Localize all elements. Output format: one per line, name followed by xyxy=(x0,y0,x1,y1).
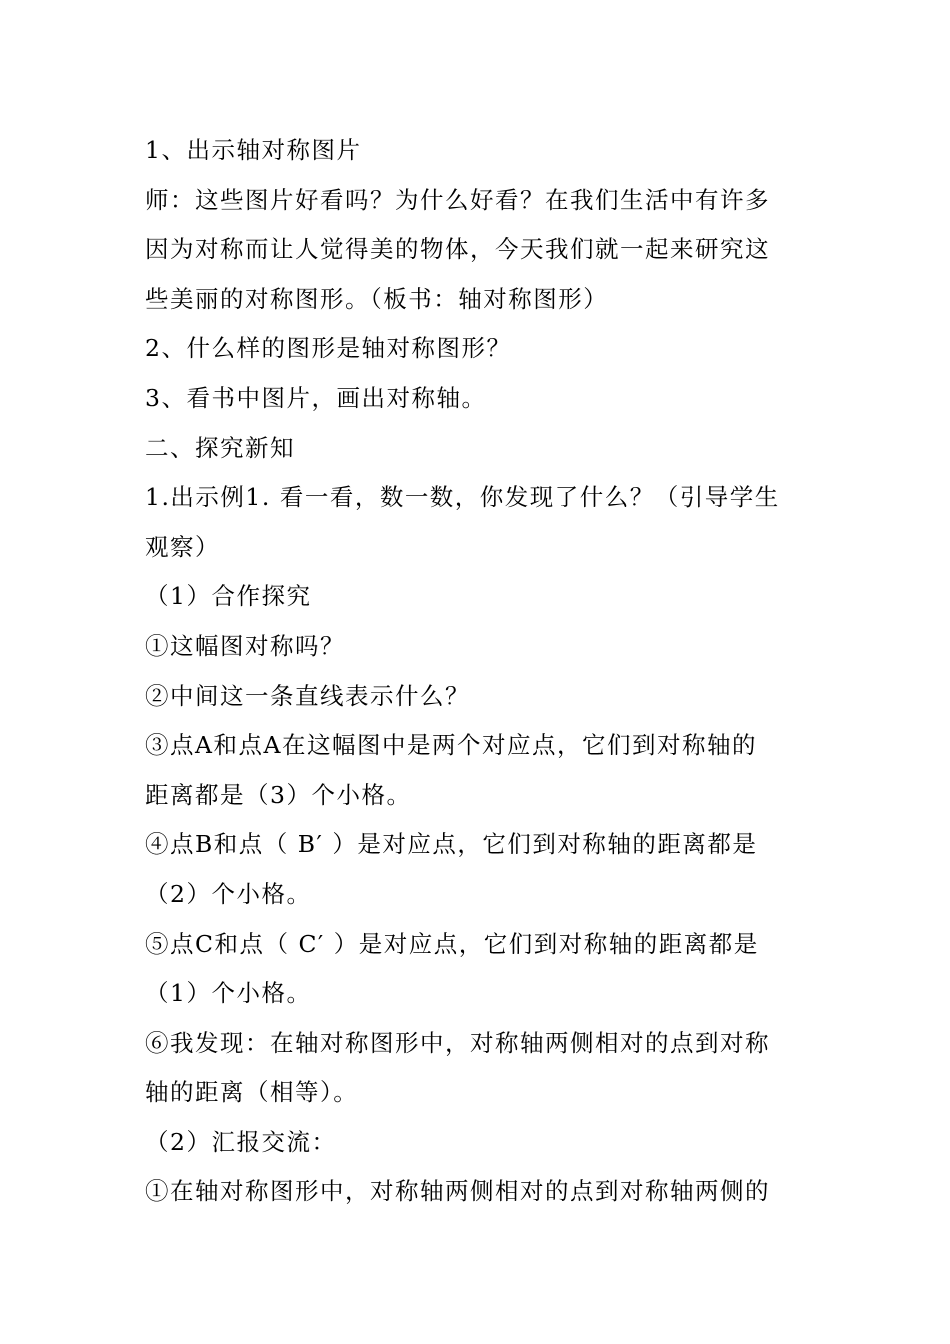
text-line: 1.出示例1. 看一看，数一数，你发现了什么？（引导学生 xyxy=(145,483,780,512)
section-heading: 二、探究新知 xyxy=(145,433,295,462)
text-line: （2）汇报交流： xyxy=(145,1127,337,1156)
text-line: 2、什么样的图形是轴对称图形？ xyxy=(145,334,512,363)
text-line: 观察） xyxy=(145,532,220,561)
text-line: 师：这些图片好看吗？为什么好看？在我们生活中有许多 xyxy=(145,185,770,214)
text-line: 些美丽的对称图形。（板书：轴对称图形） xyxy=(145,284,609,313)
text-line: ③点A和点A在这幅图中是两个对应点，它们到对称轴的 xyxy=(145,731,757,760)
text-line: ①这幅图对称吗？ xyxy=(145,631,345,660)
text-line: ⑤点C和点（ C′ ）是对应点，它们到对称轴的距离都是 xyxy=(145,929,759,958)
text-line: （2）个小格。 xyxy=(145,879,312,908)
text-line: ②中间这一条直线表示什么？ xyxy=(145,681,470,710)
text-line: 1、出示轴对称图片 xyxy=(145,136,362,164)
text-line: （1）合作探究 xyxy=(145,582,312,611)
text-line: ④点B和点（ B′ ）是对应点，它们到对称轴的距离都是 xyxy=(145,830,758,859)
text-line: 3、看书中图片，画出对称轴。 xyxy=(145,383,487,412)
text-line: （1）个小格。 xyxy=(145,979,312,1008)
text-line: 因为对称而让人觉得美的物体，今天我们就一起来研究这 xyxy=(145,235,770,264)
text-line: ⑥我发现：在轴对称图形中，对称轴两侧相对的点到对称 xyxy=(145,1028,770,1057)
text-line: ①在轴对称图形中，对称轴两侧相对的点到对称轴两侧的 xyxy=(145,1177,770,1206)
document-body xyxy=(145,126,810,1217)
text-line: 距离都是（3）个小格。 xyxy=(145,780,412,809)
text-line: 轴的距离（相等）。 xyxy=(145,1078,359,1107)
